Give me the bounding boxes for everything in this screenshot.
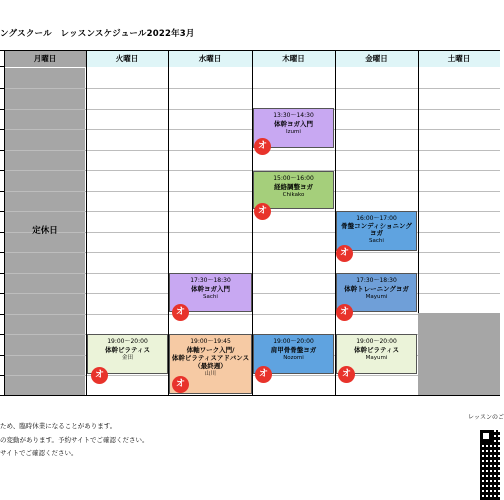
header-thursday: 木曜日 <box>252 51 335 67</box>
lesson-instructor: Chikako <box>282 192 305 198</box>
header-wednesday: 水曜日 <box>168 51 252 67</box>
lesson-time: 19:00～20:00 <box>107 338 148 345</box>
lesson-instructor: 山川 <box>204 371 216 377</box>
lesson-name: 体幹ヨガ入門 <box>274 120 313 128</box>
lesson-instructor: Sachi <box>203 294 218 300</box>
lesson-instructor: Sachi <box>369 238 384 244</box>
saturday-closed-block <box>418 313 500 395</box>
lesson-instructor: Mayumi <box>365 294 388 300</box>
lesson-name: 体幹ピラティス <box>354 346 399 354</box>
online-badge-icon: オ <box>255 366 272 383</box>
lesson-time: 17:30～18:30 <box>356 277 397 284</box>
closed-day-label: 定休日 <box>32 226 58 236</box>
lesson-instructor: 金田 <box>121 355 133 361</box>
note-line: ため、臨時休業になることがあります。 <box>0 422 117 430</box>
lesson-name: 骨盤コンディショニング ヨガ <box>341 222 412 237</box>
gridline <box>0 150 500 151</box>
header-monday: 月曜日 <box>4 51 86 67</box>
gridline <box>0 252 500 253</box>
header-row <box>0 51 500 67</box>
note-line: サイトでご確認ください。 <box>0 449 78 457</box>
lesson-time: 13:30～14:30 <box>273 112 314 119</box>
gridline <box>0 170 500 171</box>
lesson-time: 19:00～19:45 <box>190 338 231 345</box>
schedule-title: ングスクール レッスンスケジュール2022年3月 <box>0 29 195 39</box>
gridline <box>0 88 500 89</box>
online-badge-icon: オ <box>254 203 271 220</box>
lesson-instructor: Mayumi <box>365 355 388 361</box>
lesson-name: 体幹ピラティス <box>105 346 150 354</box>
lesson-instructor: Nozomi <box>283 355 304 361</box>
gridline <box>0 191 500 192</box>
online-badge-icon: オ <box>172 376 189 393</box>
lesson-time: 17:30～18:30 <box>190 277 231 284</box>
gridline <box>0 129 500 130</box>
column-divider <box>4 51 5 395</box>
online-badge-icon: オ <box>254 138 271 155</box>
lesson-time: 19:00～20:00 <box>356 338 397 345</box>
online-badge-icon: オ <box>91 367 108 384</box>
online-badge-icon: オ <box>338 366 355 383</box>
gridline <box>0 109 500 110</box>
header-saturday: 土曜日 <box>418 51 500 67</box>
online-badge-icon: オ <box>336 304 353 321</box>
lesson-time: 15:00～16:00 <box>273 175 314 182</box>
lesson-name: 肩甲骨骨盤ヨガ <box>270 346 317 354</box>
footer-caption: レッスンのご <box>468 414 504 421</box>
lesson-time: 19:00～20:00 <box>273 338 314 345</box>
lesson-instructor: Izumi <box>286 129 301 135</box>
online-badge-icon: オ <box>172 304 189 321</box>
lesson-name: 経絡調整ヨガ <box>274 183 313 191</box>
note-line: の変動があります。予約サイトでご確認ください。 <box>0 436 149 444</box>
header-tuesday: 火曜日 <box>86 51 168 67</box>
header-friday: 金曜日 <box>335 51 418 67</box>
lesson-name: 体軸ワーク入門/ 体幹ピラティスアドバンス （最終週） <box>171 346 250 370</box>
online-badge-icon: オ <box>336 245 353 262</box>
lesson-name: 体幹ヨガ入門 <box>191 285 230 293</box>
lesson-time: 16:00～17:00 <box>356 215 397 222</box>
qr-code-icon[interactable] <box>480 430 500 500</box>
gridline <box>0 211 500 212</box>
lesson-name: 体幹トレーニングヨガ <box>344 285 409 293</box>
